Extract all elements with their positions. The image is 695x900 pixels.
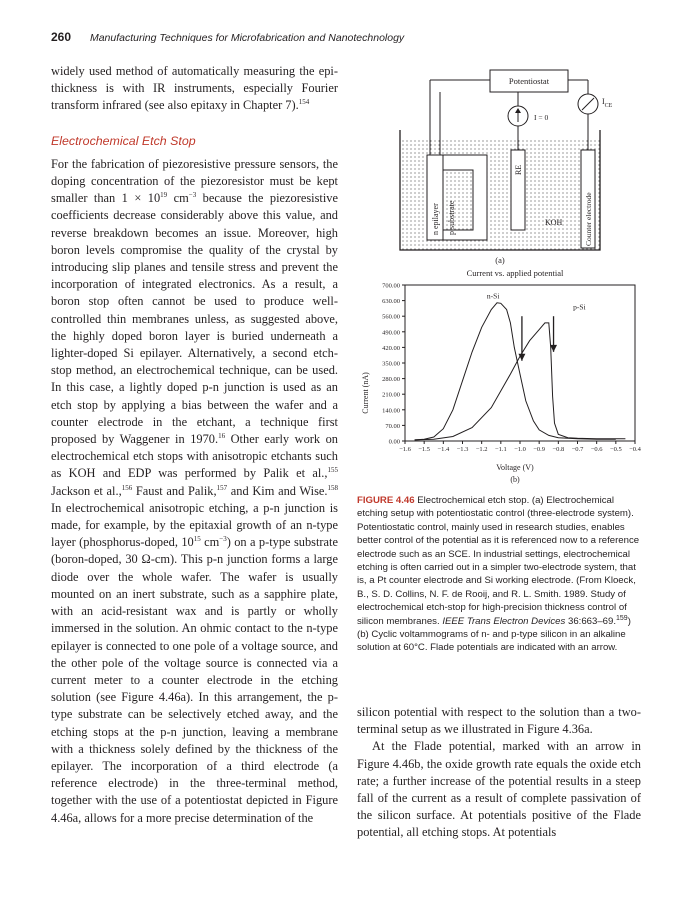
right-paragraph-2: At the Flade potential, marked with an arrow in Figure 4.46b, the oxide growth rate equals the oxide etch rate; a further increase of the potential results in a steep fall of the current as a result of complete passivation of the silicon surface. At potentials positive of the Flade potential, all etching stops. At potentials bbox=[357, 739, 641, 840]
x-tick-label: −1.6 bbox=[399, 446, 411, 453]
superscript: −3 bbox=[188, 191, 197, 200]
text-span: Jackson et al., bbox=[51, 483, 122, 498]
series-label-p-si: p-Si bbox=[573, 302, 586, 312]
text-span: cm bbox=[167, 191, 189, 206]
y-tick-label: 560.00 bbox=[382, 313, 400, 321]
y-tick-label: 490.00 bbox=[382, 329, 400, 337]
x-tick-label: −0.6 bbox=[590, 446, 603, 453]
running-header bbox=[51, 30, 404, 44]
y-tick-label: 70.00 bbox=[385, 422, 400, 430]
ref-157: 157 bbox=[216, 483, 228, 492]
x-tick-label: −1.0 bbox=[514, 446, 526, 453]
x-tick-label: −0.7 bbox=[571, 446, 584, 453]
substrate-label: p substrate bbox=[447, 200, 456, 235]
x-tick-label: −0.5 bbox=[609, 446, 622, 453]
text-span: Faust and Palik, bbox=[132, 483, 217, 498]
running-title: Manufacturing Techniques for Microfabrication and Nanotechnology bbox=[89, 32, 405, 44]
body-paragraph bbox=[51, 156, 338, 827]
counter-label: Counter electrode bbox=[584, 192, 593, 246]
x-tick-label: −0.8 bbox=[552, 446, 565, 453]
y-axis-label: Current (nA) bbox=[361, 372, 370, 414]
caption-text: 36:663–69. bbox=[565, 615, 616, 627]
superscript: 15 bbox=[193, 535, 201, 544]
text-span: Other early work on electrochemical etch stops with anisotropic etchants such as KOH and EDP was performed by Palik et al., bbox=[51, 432, 338, 481]
ref-158: 158 bbox=[327, 483, 338, 492]
caption-label: FIGURE 4.46 bbox=[357, 495, 415, 506]
text-span: cm bbox=[200, 535, 220, 550]
re-label: RE bbox=[514, 164, 523, 175]
x-tick-label: −1.5 bbox=[418, 446, 431, 453]
figure-svg bbox=[350, 60, 650, 490]
left-column bbox=[51, 63, 338, 827]
panel-b-label: (b) bbox=[510, 475, 520, 484]
chart-title: Current vs. applied potential bbox=[466, 268, 564, 278]
y-tick-label: 140.00 bbox=[382, 407, 400, 415]
intro-paragraph bbox=[51, 63, 338, 115]
x-tick-label: −1.3 bbox=[456, 446, 469, 453]
text-span: because the piezoresistive coefficients decrease considerably above this value, and reverse breakdown becomes an issue. Moreover, high boron levels compromise the quality of the crystal by introducing slip planes and tensile stress and prevent the incorporation of integrated electronics. As a result, a boron stop often cannot be used to produce well-controlled thin membranes unless, as suggested above, the highly doped boron layer is buried underneath a lighter-doped Si epilayer. Alternatively, a second etch-stop method, an electrochemical technique, can be used. In this case, a lightly doped p-n junction is used as an etch stop by applying a bias between the wafer and a counter electrode in the etchant, a technique first proposed by Waggener in 1970. bbox=[51, 191, 338, 447]
ref-156: 156 bbox=[121, 483, 133, 492]
y-tick-label: 700.00 bbox=[382, 282, 400, 290]
caption-journal: IEEE Trans Electron Devices bbox=[442, 615, 566, 627]
panel-a-label: (a) bbox=[495, 255, 505, 265]
setup-diagram bbox=[400, 70, 613, 265]
superscript: 19 bbox=[160, 191, 168, 200]
x-tick-label: −1.1 bbox=[494, 446, 507, 453]
section-heading: Electrochemical Etch Stop bbox=[51, 133, 196, 148]
y-tick-label: 630.00 bbox=[382, 298, 400, 306]
x-tick-label: −0.9 bbox=[533, 446, 546, 453]
ref-16: 16 bbox=[218, 431, 226, 440]
potentiostat-label: Potentiostat bbox=[508, 76, 550, 86]
superscript: −3 bbox=[219, 535, 227, 544]
x-tick-label: −0.4 bbox=[629, 446, 641, 453]
koh-label: KOH bbox=[545, 218, 563, 227]
caption-text: ) (b) Cyclic voltammograms of n- and p-type silicon in an alkaline solution at 60°C. Flade potentials are indicated with an arrow. bbox=[357, 615, 631, 654]
right-paragraph-1: silicon potential with respect to the solution than a two-terminal setup as we illustrated in Figure 4.36a. bbox=[357, 705, 641, 737]
y-tick-label: 350.00 bbox=[382, 360, 400, 368]
text-span: In electrochemical anisotropic etching, a p-n junction is made, for example, by the epitaxial growth of an n-type layer (phosphorus-doped, 10 bbox=[51, 500, 338, 550]
y-tick-label: 0.00 bbox=[388, 438, 400, 446]
figure-caption bbox=[357, 494, 643, 655]
caption-text: Electrochemical etch stop. (a) Electrochemical etching setup with potentiostatic control (three-electrode system). Potentiostatic control, mainly used in research studies, enables better control of the potential as it is referenced now to a reference electrode such as an SCE. In industrial settings, electrochemical etching is often carried out in a simpler two-electrode system, that is, a Pt counter electrode and Si working electrode. (From Kloeck, B., S. D. Collins, N. F. de Rooij, and R. L. Smith. 1989. Study of electrochemical etch-stop for high-precision thickness control of silicon membranes. bbox=[357, 495, 640, 627]
series-line-n-si bbox=[415, 303, 616, 440]
y-tick-label: 210.00 bbox=[382, 391, 400, 399]
ref-159: 159 bbox=[616, 614, 628, 622]
epilayer-label: n epilayer bbox=[431, 203, 440, 235]
y-tick-label: 420.00 bbox=[382, 344, 400, 352]
text-span: ) on a p-type substrate (boron-doped, 30 Ω-cm). This p-n junction forms a large diode over the whole wafer. The wafer is usually mounted on an inert substrate, such as a sapphire plate, with an acid-resistant wax and is partly or wholly immersed in the solution. An ohmic contact to the n-type epilayer is connected to one pole of a voltage source, and the other pole of the voltage source is connected via a current meter to a counter electrode in the etching solution (see Figure 4.46a). In this arrangement, the p-type substrate can be selectively etched away, and the etching stops at the p-n junction, leaving a membrane with a thickness solely defined by the thickness of the epilayer. The incorporation of a third electrode (a reference electrode) in the three-terminal method, together with the use of a potentiostat depicted in Figure 4.46a, allows for a more precise determination of the bbox=[51, 535, 338, 825]
intro-text: widely used method of automatically measuring the epi-thickness is with IR instruments, especially Fourier transform infrared (see also epitaxy in Chapter 7). bbox=[51, 64, 338, 113]
reference-electrode bbox=[511, 150, 525, 230]
page-number: 260 bbox=[51, 30, 72, 44]
ref-154: 154 bbox=[298, 98, 310, 107]
i0-label: I = 0 bbox=[534, 113, 549, 122]
voltammogram-chart bbox=[361, 268, 642, 484]
right-column bbox=[357, 704, 641, 842]
y-tick-label: 280.00 bbox=[382, 376, 400, 384]
series-label-n-si: n-Si bbox=[486, 291, 500, 301]
x-axis-label: Voltage (V) bbox=[496, 463, 534, 472]
ref-155: 155 bbox=[327, 466, 338, 475]
text-span: For the fabrication of piezoresistive pressure sensors, the doping concentration of the piezoresistor must be kept smaller than 1 × 10 bbox=[51, 156, 338, 206]
plot-frame bbox=[405, 285, 635, 441]
x-tick-label: −1.4 bbox=[437, 446, 450, 453]
ice-label: $I_{CE}$ bbox=[602, 97, 613, 109]
text-span: and Kim and Wise. bbox=[227, 483, 328, 498]
x-tick-label: −1.2 bbox=[475, 446, 488, 453]
figure-4-46 bbox=[350, 60, 650, 490]
